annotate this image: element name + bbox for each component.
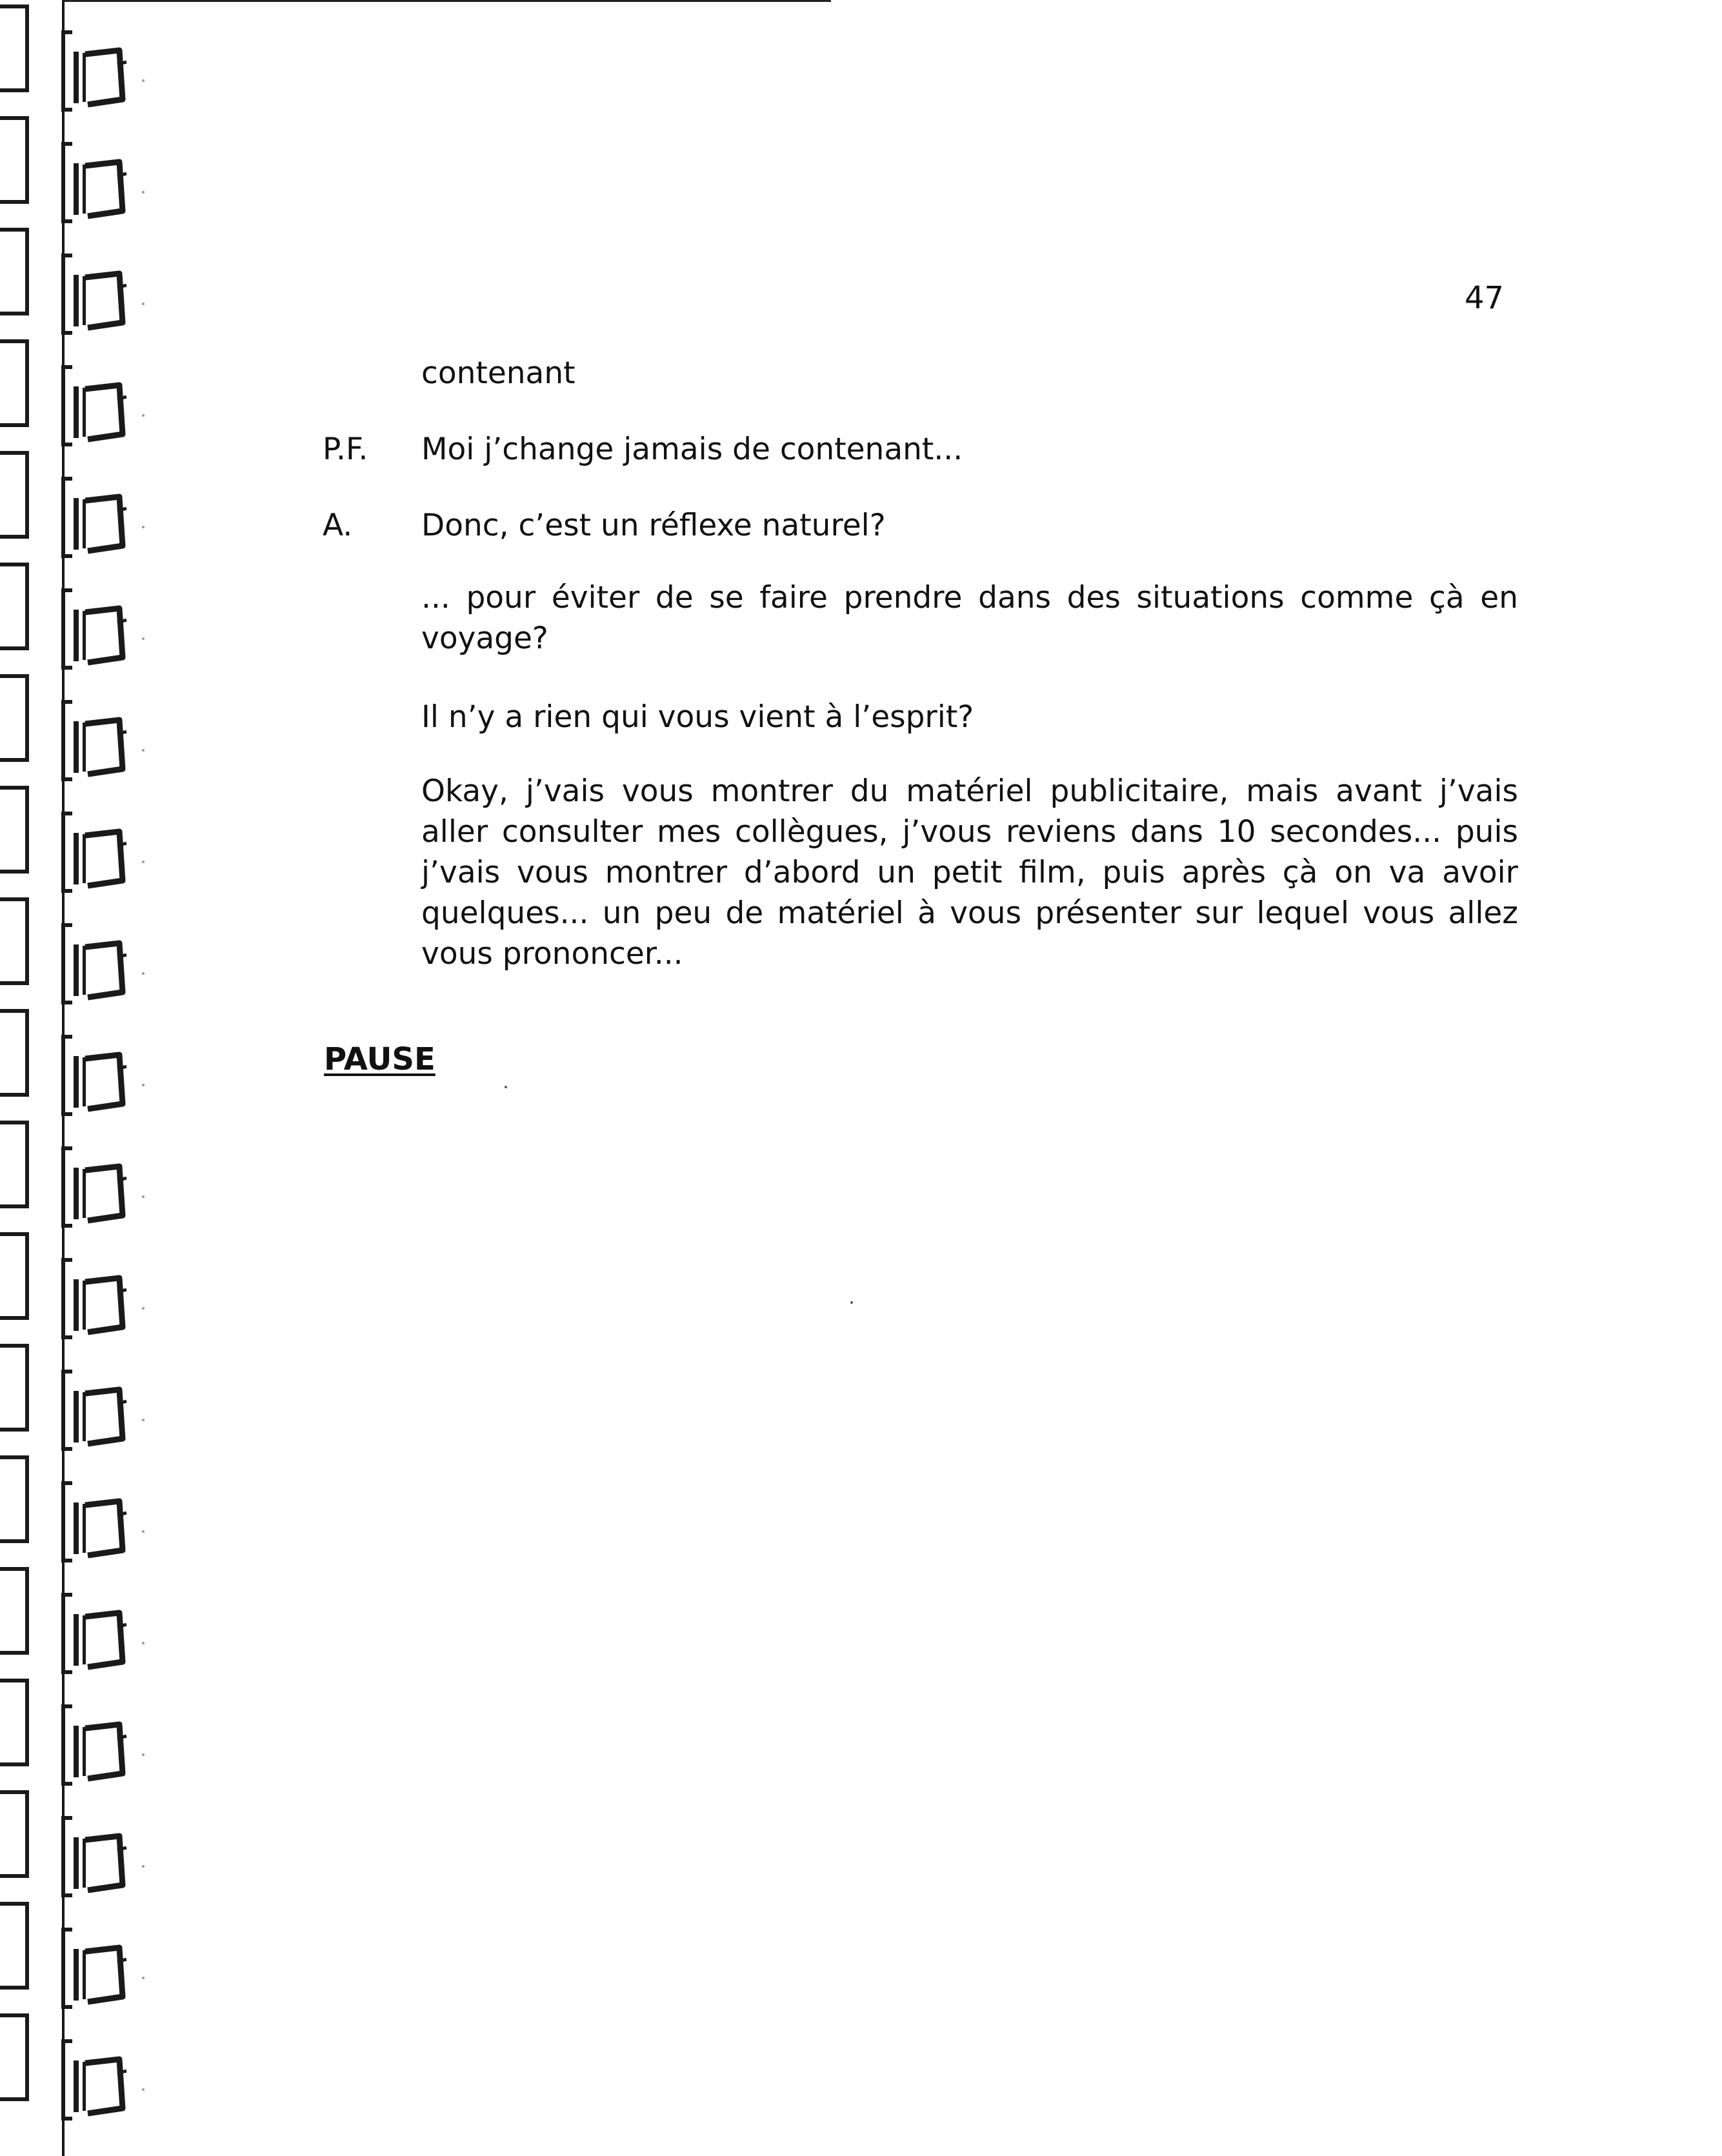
speech-text: Moi j’change jamais de contenant...: [421, 432, 963, 467]
spiral-binding-icon: [0, 0, 168, 2156]
scan-speck: [850, 1301, 853, 1304]
scan-speck: [505, 1086, 507, 1088]
speaker-label: P.F.: [323, 432, 368, 467]
spiral-binding: [0, 0, 168, 2156]
continued-line: contenant: [421, 355, 576, 391]
paragraph: ... pour éviter de se faire prendre dans des situations comme çà en voyage?: [421, 580, 1518, 656]
speaker-label: A.: [323, 508, 353, 543]
paragraph: Okay, j’vais vous montrer du matériel publicitaire, mais avant j’vais aller consulter mes collègues, j’vous reviens dans 10 secondes... puis j’vais vous montrer d’abord un petit film, puis après çà on va avoir quelques... un peu de matériel à vous présenter sur lequel vous allez vous prononcer...: [421, 774, 1518, 972]
speech-text: Donc, c’est un réflexe naturel?: [421, 508, 886, 543]
paragraph: Il n’y a rien qui vous vient à l’esprit?: [421, 699, 974, 735]
section-heading: PAUSE: [324, 1041, 436, 1077]
page-number: 47: [1465, 280, 1505, 316]
page-top-edge: [63, 0, 831, 2]
